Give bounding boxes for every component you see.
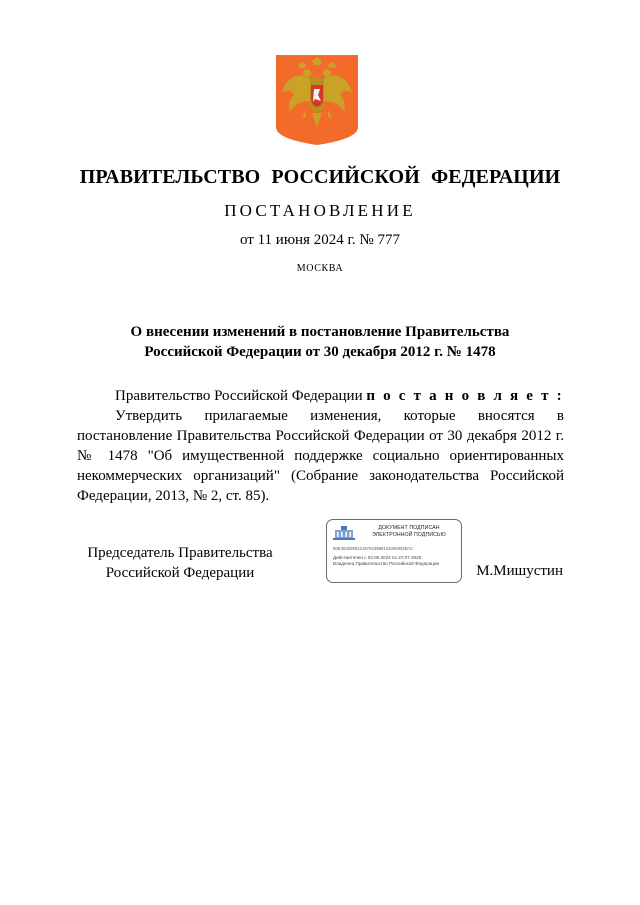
decree-word: п о с т а н о в л я е т : <box>366 388 564 404</box>
electronic-signature-stamp <box>326 519 462 583</box>
stamp-heading-line-1: ДОКУМЕНТ ПОДПИСАН <box>378 525 440 531</box>
stamp-heading <box>361 525 457 538</box>
signer-position <box>60 543 300 583</box>
title-line-1: О внесении изменений в постановление Правительства <box>130 324 510 340</box>
stamp-heading-line-2: ЭЛЕКТРОННОЙ ПОДПИСЬЮ <box>372 531 446 538</box>
organization-heading: ПРАВИТЕЛЬСТВО РОССИЙСКОЙ ФЕДЕРАЦИИ <box>79 166 561 188</box>
signer-position-line-2: Российской Федерации <box>105 565 255 581</box>
document-date-number: от 11 июня 2024 г. № 777 <box>240 232 400 248</box>
stamp-validity: Действителен с 03.05.2024 по 27.07.2025 <box>333 555 422 560</box>
decree-intro: Правительство Российской Федерации <box>115 388 363 404</box>
document-city: МОСКВА <box>296 263 344 274</box>
document-body <box>77 386 564 506</box>
document-title <box>0 322 640 362</box>
signer-name: М.Мишустин <box>476 563 563 579</box>
title-line-2: Российской Федерации от 30 декабря 2012 г. № 1478 <box>144 344 496 360</box>
stamp-certificate-number: 00E3632080221970439891310069028AC <box>333 546 414 551</box>
stamp-owner: Владелец Правительство Российской Федерации <box>333 561 440 566</box>
government-building-icon <box>333 525 355 540</box>
signer-position-line-1: Председатель Правительства <box>87 545 273 561</box>
decree-line <box>77 386 564 406</box>
document-type: ПОСТАНОВЛЕНИЕ <box>224 201 416 220</box>
coat-of-arms-icon <box>276 55 358 145</box>
decree-paragraph: Утвердить прилагаемые изменения, которые вносятся в постановление Правительства Российской Федерации от 30 декабря 2012 г. № 1478 "Об имущественной поддержке социально ориентированных некоммерческих организаций" (Собрание законодательства Российской Федерации, 2013, № 2, ст. 85). <box>77 408 564 504</box>
